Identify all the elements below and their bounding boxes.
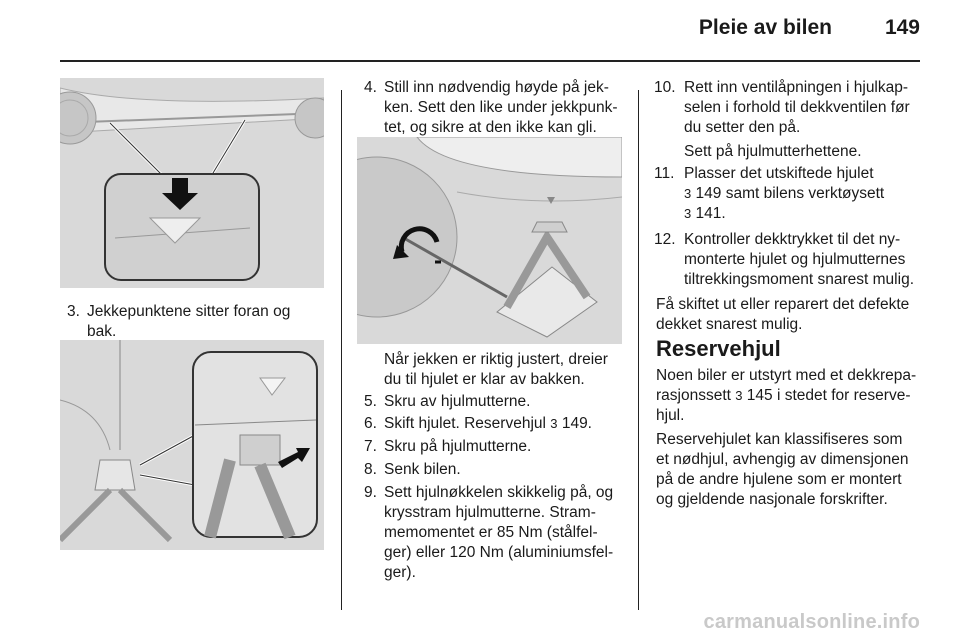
step-9-line-5: ger). [384, 564, 416, 581]
step-3-line-2: bak. [87, 323, 117, 340]
page-reference-icon: 3 [550, 416, 558, 431]
page-reference-icon: 3 [684, 186, 692, 201]
jack-note-line-2: du til hjulet er klar av bakken. [384, 371, 585, 388]
paragraph-spare-line-2a: rasjonssett [656, 387, 736, 404]
section-heading: Reservehjul [656, 336, 781, 361]
paragraph-class-line-1: Reservehjulet kan klassifiseres som [656, 431, 903, 448]
figure-jacking-points [60, 78, 324, 288]
step-6-text: Skift hjulet. Reservehjul [384, 415, 551, 432]
step-10-line-3: du setter den på. [684, 119, 801, 136]
step-7-number: 7. [364, 438, 377, 455]
paragraph-class-line-2: et nødhjul, avhengig av dimensjonen [656, 451, 909, 468]
paragraph-class-line-3: på de andre hjulene som er montert [656, 471, 902, 488]
step-11-line-3: 141. [691, 205, 726, 222]
step-11-line-2: 149 samt bilens verktøysett [691, 185, 885, 202]
jack-note-line-1: Når jekken er riktig justert, dreier [384, 351, 608, 368]
paragraph-defect-line-2: dekket snarest mulig. [656, 316, 803, 333]
page-reference-icon: 3 [684, 206, 692, 221]
step-12-number: 12. [654, 231, 676, 248]
step-6-number: 6. [364, 415, 377, 432]
step-9-line-1: Sett hjulnøkkelen skikkelig på, og [384, 484, 614, 501]
paragraph-spare-line-2b: 145 i stedet for reserve- [742, 387, 911, 404]
step-12-line-2: monterte hjulet og hjulmutternes [684, 251, 906, 268]
column-divider-1 [341, 90, 342, 610]
step-4-line-1: Still inn nødvendig høyde på jek- [384, 79, 609, 96]
step-4-line-3: tet, og sikre at den ikke kan gli. [384, 119, 597, 136]
page-reference-icon: 3 [735, 388, 743, 403]
step-11-number: 11. [654, 165, 675, 182]
paragraph-defect-line-1: Få skiftet ut eller reparert det defekte [656, 296, 910, 313]
figure-jack-crank [357, 137, 622, 344]
figure-jack-position [60, 340, 324, 550]
watermark: carmanualsonline.info [703, 611, 920, 633]
step-12-line-1: Kontroller dekktrykket til det ny- [684, 231, 901, 248]
step-10-number: 10. [654, 79, 676, 96]
step-10-subnote: Sett på hjulmutterhettene. [684, 143, 862, 160]
step-8-text: Senk bilen. [384, 461, 461, 478]
step-4-number: 4. [364, 79, 377, 96]
step-3-line-1: Jekkepunktene sitter foran og [87, 303, 291, 320]
step-11-line-1: Plasser det utskiftede hjulet [684, 165, 874, 182]
step-5-number: 5. [364, 393, 377, 410]
step-12-line-3: tiltrekkingsmoment snarest mulig. [684, 271, 914, 288]
paragraph-class-line-4: og gjeldende nasjonale forskrifter. [656, 491, 888, 508]
step-8-number: 8. [364, 461, 377, 478]
step-5-text: Skru av hjulmutterne. [384, 393, 531, 410]
step-9-line-4: ger) eller 120 Nm (aluminiumsfel- [384, 544, 614, 561]
step-3-number: 3. [67, 303, 80, 320]
step-9-line-3: memomentet er 85 Nm (stålfel- [384, 524, 598, 541]
column-divider-2 [638, 90, 639, 610]
paragraph-spare-line-3: hjul. [656, 407, 685, 424]
header-rule [60, 60, 920, 62]
step-9-number: 9. [364, 484, 377, 501]
step-7-text: Skru på hjulmutterne. [384, 438, 532, 455]
step-4-line-2: ken. Sett den like under jekkpunk- [384, 99, 618, 116]
page-number: 149 [884, 16, 920, 39]
step-10-line-1: Rett inn ventilåpningen i hjulkap- [684, 79, 909, 96]
step-10-line-2: selen i forhold til dekkventilen før [684, 99, 910, 116]
step-6-page: 149. [557, 415, 592, 432]
step-9-line-2: krysstram hjulmutterne. Stram- [384, 504, 596, 521]
page-title: Pleie av bilen [698, 16, 832, 39]
paragraph-spare-line-1: Noen biler er utstyrt med et dekkrepa- [656, 367, 917, 384]
